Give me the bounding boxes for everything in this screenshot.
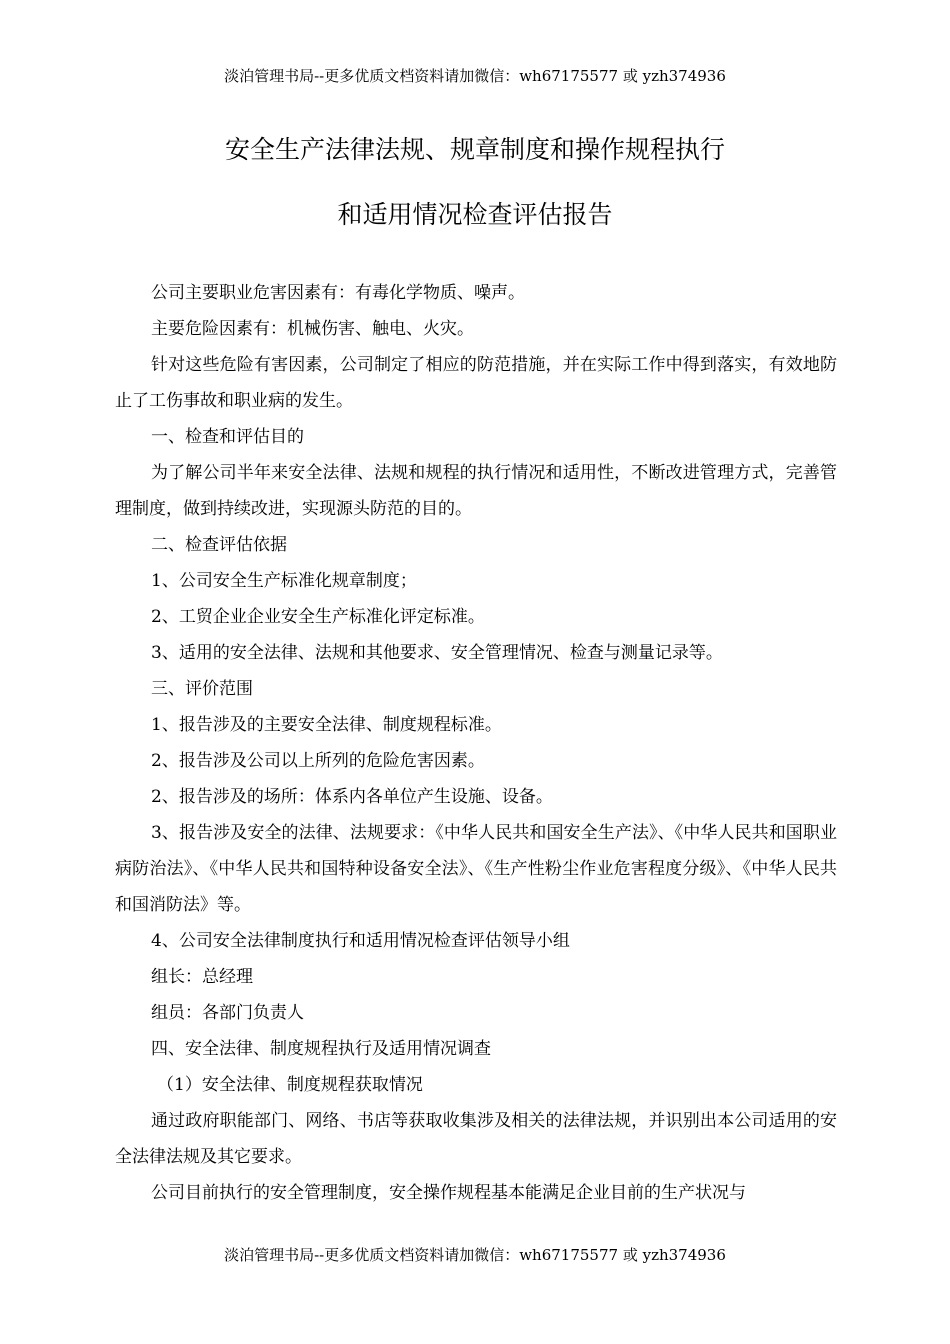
subsection-heading-acquisition: （1）安全法律、制度规程获取情况 <box>157 1075 423 1095</box>
list-item-scope-3: 3、报告涉及安全的法律、法规要求：《中华人民共和国安全生产法》、《中华人民共和国职业病防治法》、《中华人民共和国特种设备安全法》、《生产性粉尘作业危害程度分级》、《中华人民共和国消防法》等。 <box>115 823 837 915</box>
page-footer-note: 淡泊管理书局--更多优质文档资料请加微信：wh67175577 或 yzh374936 <box>224 1246 726 1264</box>
paragraph-preventive-measures: 针对这些危险有害因素，公司制定了相应的防范措施，并在实际工作中得到落实，有效地防止了工伤事故和职业病的发生。 <box>115 355 837 411</box>
list-item-scope-2b: 2、报告涉及的场所：体系内各单位产生设施、设备。 <box>151 787 553 807</box>
team-members: 组员：各部门负责人 <box>151 1003 304 1023</box>
page-header-note: 淡泊管理书局--更多优质文档资料请加微信：wh67175577 或 yzh374936 <box>224 67 726 85</box>
paragraph-purpose: 为了解公司半年来安全法律、法规和规程的执行情况和适用性，不断改进管理方式，完善管理制度，做到持续改进，实现源头防范的目的。 <box>115 463 837 519</box>
section-heading-purpose: 一、检查和评估目的 <box>151 427 304 447</box>
document-title-line-1: 安全生产法律法规、规章制度和操作规程执行 <box>224 135 725 164</box>
paragraph-current-rules: 公司目前执行的安全管理制度，安全操作规程基本能满足企业目前的生产状况与 <box>151 1183 746 1203</box>
list-item-scope-4: 4、公司安全法律制度执行和适用情况检查评估领导小组 <box>151 931 570 951</box>
section-heading-investigation: 四、安全法律、制度规程执行及适用情况调查 <box>151 1039 491 1059</box>
paragraph-main-risks: 主要危险因素有：机械伤害、触电、火灾。 <box>151 319 474 339</box>
document-body <box>115 275 837 1211</box>
section-heading-scope: 三、评价范围 <box>151 679 253 699</box>
paragraph-occupational-hazards: 公司主要职业危害因素有：有毒化学物质、噪声。 <box>151 283 525 303</box>
section-heading-basis: 二、检查评估依据 <box>151 535 287 555</box>
list-item-basis-1: 1、公司安全生产标准化规章制度； <box>151 571 417 591</box>
list-item-basis-2: 2、工贸企业企业安全生产标准化评定标准。 <box>151 607 485 627</box>
list-item-scope-2: 2、报告涉及公司以上所列的危险危害因素。 <box>151 751 485 771</box>
team-leader: 组长：总经理 <box>151 967 253 987</box>
list-item-basis-3: 3、适用的安全法律、法规和其他要求、安全管理情况、检查与测量记录等。 <box>151 643 723 663</box>
list-item-scope-1: 1、报告涉及的主要安全法律、制度规程标准。 <box>151 715 502 735</box>
paragraph-acquisition: 通过政府职能部门、网络、书店等获取收集涉及相关的法律法规，并识别出本公司适用的安全法律法规及其它要求。 <box>115 1111 837 1167</box>
document-title-line-2: 和适用情况检查评估报告 <box>337 200 613 229</box>
